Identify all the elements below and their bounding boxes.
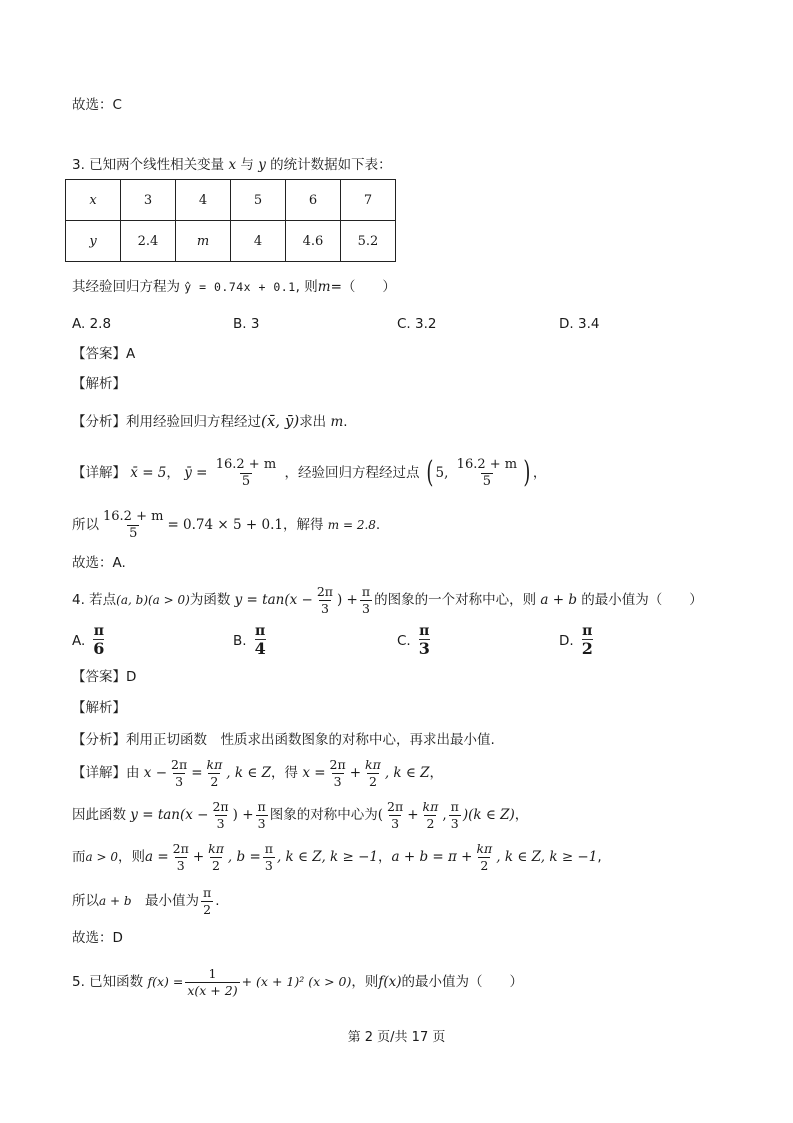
right-paren: )	[523, 455, 531, 490]
fraction-denominator: 3	[391, 815, 400, 831]
q3-option-a: A. 2.8	[72, 316, 112, 332]
table-cell: 5	[231, 180, 286, 221]
fraction-denominator: 3	[418, 639, 430, 658]
table-cell: 2.4	[121, 221, 176, 262]
fraction	[385, 799, 405, 832]
q4-detail-1	[72, 754, 443, 792]
fraction-denominator: 2	[581, 639, 593, 658]
q3-option-c: C. 3.2	[397, 316, 437, 332]
text: ，	[429, 765, 444, 781]
fraction	[169, 757, 189, 790]
q3-xbar: x̄ = 5	[130, 465, 167, 481]
q3-final: 故选：A.	[72, 555, 126, 571]
q3-fenxi-suffix: 求出	[299, 414, 327, 430]
fraction	[421, 799, 441, 832]
q3-regression-line	[72, 277, 396, 297]
fraction-numerator: 2π	[171, 756, 188, 772]
text: ，	[514, 807, 529, 823]
q3-ybar-fraction	[214, 457, 278, 490]
q3-option-d: D. 3.4	[559, 316, 600, 332]
fraction-denominator: 5	[129, 525, 138, 541]
q3-trailing-comma: ，	[532, 465, 547, 481]
q4-frac-pi-3	[360, 584, 372, 617]
math-expr: x =	[302, 765, 326, 781]
q5-stem-prefix: 5. 已知函数	[72, 974, 144, 990]
q5-f-rest: + (x + 1)² (x > 0)	[241, 974, 352, 989]
fraction-numerator: π	[582, 623, 593, 639]
q5-stem-suffix: ，则	[351, 974, 379, 990]
table-cell: 5.2	[341, 221, 396, 262]
q4-analysis-label: 【解析】	[72, 700, 126, 716]
fraction-denominator: 3	[216, 815, 225, 831]
fraction-denominator: 2	[368, 773, 377, 789]
math-expr: +	[349, 765, 362, 781]
table-row-y	[66, 221, 396, 262]
q3-detail-label: 【详解】	[72, 465, 126, 481]
q4-option-c	[397, 622, 430, 660]
q3-analysis-label: 【解析】	[72, 376, 126, 392]
q3-stem-prefix: 3. 已知两个线性相关变量	[72, 157, 225, 173]
q3-point-first: 5,	[435, 465, 449, 481]
math-expr: a + b = π +	[391, 849, 473, 865]
q3-ybar: ȳ =	[184, 465, 208, 481]
table-cell: 4	[176, 180, 231, 221]
fraction-numerator: π	[255, 623, 266, 639]
text: ,	[597, 849, 602, 865]
page-footer: 第 2 页/共 17 页	[347, 1030, 446, 1045]
q4-stem-prefix: 4. 若点	[72, 592, 117, 608]
fraction-denominator: 2	[210, 773, 219, 789]
q3-fenxi-m: m	[330, 414, 344, 430]
q3-so-prefix: 所以	[72, 517, 99, 533]
text: 图象的对称中心为	[269, 807, 378, 823]
q3-detail-line	[72, 454, 546, 492]
fraction-numerator: 2π	[212, 798, 229, 814]
q3-regress-prefix: 其经验回归方程为	[72, 279, 180, 295]
q4-stem-suffix: 的图象的一个对称中心，则	[374, 592, 537, 608]
fraction-numerator: 2π	[316, 583, 333, 599]
fraction-denominator: 5	[482, 473, 492, 489]
fraction-denominator: 2	[212, 857, 220, 873]
q4-fenxi: 【分析】利用正切函数 性质求出函数图象的对称中心，再求出最小值.	[72, 732, 495, 748]
option-label: D.	[559, 633, 574, 649]
fraction-denominator: 3	[362, 600, 370, 616]
fraction-denominator: 3	[257, 815, 266, 831]
q4-detail-4	[72, 882, 220, 920]
text: 所以	[72, 893, 99, 909]
q3-passes-text: ，经验回归方程经过点	[284, 465, 420, 481]
fraction-numerator: 1	[208, 965, 217, 981]
table-cell: 3	[121, 180, 176, 221]
q3-fenxi-end: .	[343, 414, 348, 430]
option-fraction	[255, 624, 266, 658]
table-cell: 6	[286, 180, 341, 221]
option-fraction	[582, 624, 593, 658]
fraction-numerator: π	[257, 798, 266, 814]
table-cell: y	[66, 221, 121, 262]
q3-regress-suffix: , 则	[295, 279, 318, 295]
fraction-numerator: 16.2 + m	[456, 456, 518, 472]
fraction-denominator: 4	[254, 639, 266, 658]
q4-final: 故选：D	[72, 930, 123, 946]
q4-detail-label: 【详解】由	[72, 765, 140, 781]
table-cell: 4.6	[286, 221, 341, 262]
fraction	[205, 757, 225, 790]
fraction-numerator: 16.2 + m	[215, 456, 277, 472]
text: 因此函数	[72, 807, 126, 823]
q3-so-fraction	[101, 509, 165, 542]
q5-fraction	[185, 966, 239, 999]
fraction-numerator: π	[450, 798, 459, 814]
q3-fenxi	[72, 411, 348, 432]
fraction-denominator: 3	[333, 773, 342, 789]
math-expr: =	[191, 765, 203, 781]
fraction-denominator: 5	[241, 473, 251, 489]
fraction	[210, 799, 230, 832]
fraction-numerator: π	[93, 623, 104, 639]
math-expr: a + b	[99, 894, 132, 908]
math-expr: (	[377, 807, 384, 823]
math-expr: a > 0	[85, 850, 118, 864]
q4-stem-mid: 为函数	[189, 592, 231, 608]
math-expr: , k ∈ Z, k ≥ −1	[276, 849, 379, 865]
q3-m-var: m	[317, 279, 331, 295]
table-cell: m	[176, 221, 231, 262]
math-expr: +	[192, 849, 205, 865]
table-cell: 7	[341, 180, 396, 221]
option-fraction	[93, 624, 104, 658]
q3-fenxi-prefix: 【分析】利用经验回归方程经过	[72, 414, 261, 430]
q4-stem	[72, 581, 703, 619]
q3-var-y: y	[258, 157, 266, 173]
option-fraction	[419, 624, 430, 658]
fraction-denominator: 2	[426, 815, 435, 831]
q3-so-line	[72, 506, 380, 544]
fraction-denominator: 3	[175, 773, 184, 789]
option-label: B.	[233, 633, 247, 649]
fraction	[328, 757, 348, 790]
fraction-numerator: kπ	[476, 840, 493, 856]
q3-answer: 【答案】A	[72, 346, 136, 362]
q5-stem-end: 的最小值为（ ）	[401, 974, 524, 990]
q3-regress-eq: ŷ = 0.74x + 0.1	[184, 280, 296, 294]
q3-solve-eq: m = 2.8	[327, 518, 376, 532]
fraction-numerator: 16.2 + m	[103, 508, 164, 524]
q4-detail-3	[72, 838, 602, 876]
fraction	[201, 885, 213, 918]
q4-option-b	[233, 622, 266, 660]
fraction-numerator: kπ	[206, 756, 223, 772]
text: ，则	[117, 849, 145, 865]
q4-frac-2pi-3	[315, 584, 335, 617]
q3-solve-text: ，解得	[282, 517, 324, 533]
left-paren: (	[426, 455, 434, 490]
fraction-numerator: kπ	[422, 798, 439, 814]
fraction-denominator: 3	[320, 600, 329, 616]
prev-answer-line: 故选：C	[72, 97, 122, 113]
q3-stem-suffix: 的统计数据如下表：	[270, 157, 392, 173]
q3-stem	[72, 155, 392, 175]
fraction	[363, 757, 383, 790]
q4-point: (a, b)(a > 0)	[116, 593, 190, 607]
text: ，	[378, 849, 392, 865]
q4-ab-expr: a + b	[540, 592, 577, 608]
math-expr: y = tan(x −	[130, 807, 209, 823]
math-expr: , k ∈ Z	[226, 765, 272, 781]
text: .	[215, 893, 220, 909]
q3-and: 与	[240, 157, 254, 173]
q3-period: .	[375, 517, 381, 533]
fraction	[474, 841, 494, 874]
q3-fenxi-point: (x̄, ȳ)	[261, 412, 300, 430]
fraction	[449, 799, 461, 832]
text: ，得	[271, 765, 299, 781]
q3-var-x: x	[228, 157, 237, 173]
math-expr: ) +	[232, 807, 254, 823]
math-expr: )(k ∈ Z)	[462, 807, 515, 823]
fraction-numerator: π	[361, 583, 371, 599]
q4-func-mid: ) +	[337, 592, 358, 608]
q4-detail-2: 因此函数 y = tan(x − $\frac{2\pi}{3}$ ) + $\frac{\pi}{3}$ 图象的对称中心为( $\frac{2\pi}{3}$ + $\frac{k\pi}{2}$ , $\frac{\pi}{3}$ )(k ∈ Z)，	[72, 798, 529, 831]
fraction-denominator: 2	[480, 857, 489, 873]
q4-stem-end: 的最小值为（ ）	[581, 592, 703, 608]
fraction-numerator: 2π	[329, 756, 346, 772]
fraction-denominator: 3	[176, 857, 185, 873]
math-expr: +	[407, 807, 419, 823]
q3-option-b: B. 3	[233, 316, 260, 332]
fraction-denominator: x(x + 2)	[187, 982, 238, 998]
option-label: C.	[397, 633, 411, 649]
fraction-numerator: kπ	[208, 840, 224, 856]
math-expr: , k ∈ Z	[384, 765, 430, 781]
q4-func-lhs: y = tan(x −	[234, 592, 313, 608]
q4-answer: 【答案】D	[72, 669, 137, 685]
q4-option-a	[72, 622, 104, 660]
q3-comma: ，	[166, 465, 180, 481]
fraction	[263, 841, 275, 874]
fraction-numerator: π	[203, 884, 212, 900]
math-expr: x −	[143, 765, 168, 781]
fraction-denominator: 3	[264, 857, 273, 873]
fraction	[171, 841, 191, 874]
fraction	[256, 799, 268, 832]
text: 最小值为	[131, 893, 200, 909]
table-row-x	[66, 180, 396, 221]
table-cell: 4	[231, 221, 286, 262]
math-expr: , b =	[227, 849, 261, 865]
fraction-numerator: π	[419, 623, 430, 639]
q5-f-lhs: f(x) =	[147, 974, 184, 989]
option-label: A.	[72, 633, 86, 649]
fraction-numerator: π	[264, 840, 273, 856]
q5-fx: f(x)	[378, 974, 402, 990]
q3-data-table	[65, 179, 396, 262]
q3-blank: =（ ）	[330, 279, 396, 295]
fraction	[206, 841, 226, 874]
fraction-numerator: 2π	[172, 840, 189, 856]
q5-stem	[72, 960, 523, 1004]
q4-option-d	[559, 622, 593, 660]
math-expr: a =	[144, 849, 169, 865]
fraction-denominator: 2	[203, 901, 212, 917]
q3-so-rhs: = 0.74 × 5 + 0.1	[167, 517, 283, 533]
fraction-denominator: 3	[450, 815, 459, 831]
text: 而	[72, 849, 86, 865]
fraction-denominator: 6	[93, 639, 105, 658]
math-expr: , k ∈ Z, k ≥ −1	[496, 849, 598, 865]
q3-point-fraction	[455, 457, 519, 490]
fraction-numerator: kπ	[365, 756, 381, 772]
table-cell: x	[66, 180, 121, 221]
fraction-numerator: 2π	[387, 798, 404, 814]
